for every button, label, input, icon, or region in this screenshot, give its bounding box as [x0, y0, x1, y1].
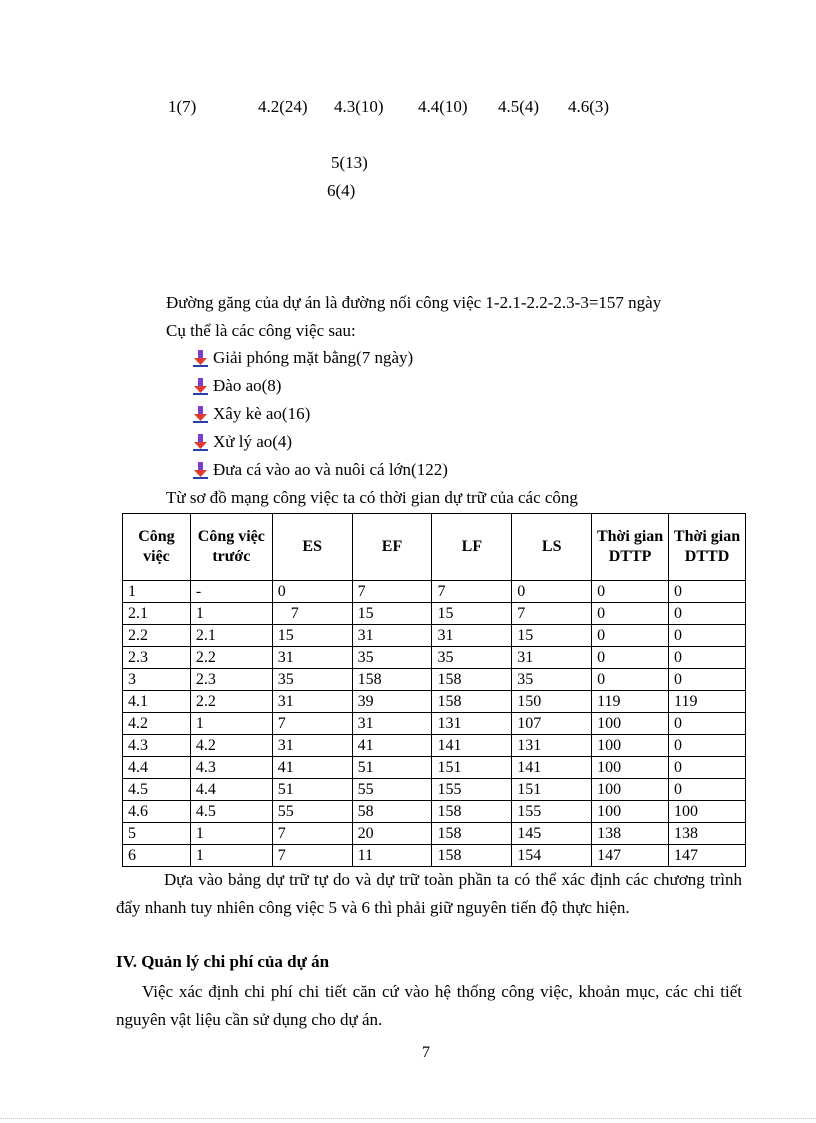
- table-cell: 55: [352, 779, 432, 801]
- network-node-4-6: 4.6(3): [568, 97, 610, 116]
- table-cell: 4.3: [123, 735, 191, 757]
- table-cell: 7: [432, 581, 512, 603]
- table-row: [123, 713, 746, 735]
- critical-task-label: Giải phóng mặt bằng(7 ngày): [213, 348, 414, 367]
- table-cell: 138: [669, 823, 746, 845]
- table-cell: 155: [432, 779, 512, 801]
- table-row: [123, 779, 746, 801]
- table-cell: 131: [432, 713, 512, 735]
- table-cell: 131: [512, 735, 592, 757]
- arrow-down-bullet-icon: [192, 434, 209, 451]
- table-cell: 20: [352, 823, 432, 845]
- table-cell: 31: [272, 735, 352, 757]
- table-cell: 5: [123, 823, 191, 845]
- table-cell: 151: [432, 757, 512, 779]
- table-cell: 2.2: [123, 625, 191, 647]
- table-row: [123, 845, 746, 867]
- table-cell: 154: [512, 845, 592, 867]
- table-cell: 31: [512, 647, 592, 669]
- col-header: Thời gian DTTD: [669, 514, 746, 581]
- col-header: EF: [352, 514, 432, 581]
- table-row: [123, 581, 746, 603]
- page-number: 7: [422, 1044, 430, 1061]
- table-cell: 0: [669, 779, 746, 801]
- table-cell: 51: [352, 757, 432, 779]
- arrow-down-bullet-icon: [192, 378, 209, 395]
- col-header: Công việc: [123, 514, 191, 581]
- table-cell: 0: [512, 581, 592, 603]
- table-cell: 35: [432, 647, 512, 669]
- schedule-table: [122, 513, 746, 867]
- table-cell: 31: [272, 647, 352, 669]
- table-cell: 4.5: [123, 779, 191, 801]
- table-row: [123, 823, 746, 845]
- table-cell: 141: [432, 735, 512, 757]
- network-node-4-2: 4.2(24): [258, 97, 308, 116]
- network-node-4-5: 4.5(4): [498, 97, 540, 116]
- critical-task-label: Xây kè ao(16): [213, 404, 311, 423]
- table-cell: 31: [432, 625, 512, 647]
- table-cell: 158: [432, 845, 512, 867]
- table-cell: 58: [352, 801, 432, 823]
- table-cell: 15: [352, 603, 432, 625]
- table-cell: 158: [432, 691, 512, 713]
- table-cell: 158: [432, 823, 512, 845]
- critical-path-text: Đường găng của dự án là đường nối công việc 1-2.1-2.2-2.3-3=157 ngày: [166, 293, 662, 312]
- critical-task-label: Xử lý ao(4): [213, 432, 293, 451]
- table-cell: 3: [123, 669, 191, 691]
- tasks-intro: Cụ thể là các công việc sau:: [166, 321, 356, 340]
- table-cell: 0: [669, 625, 746, 647]
- table-cell: 31: [352, 713, 432, 735]
- table-cell: 0: [592, 603, 669, 625]
- table-cell: 51: [272, 779, 352, 801]
- arrow-down-bullet-icon: [192, 406, 209, 423]
- table-cell: 145: [512, 823, 592, 845]
- table-cell: 41: [272, 757, 352, 779]
- table-cell: 55: [272, 801, 352, 823]
- list-item: [192, 348, 413, 368]
- table-cell: 7: [272, 603, 352, 625]
- col-header: LF: [432, 514, 512, 581]
- table-cell: 0: [669, 757, 746, 779]
- table-cell: 0: [592, 647, 669, 669]
- table-cell: 158: [432, 801, 512, 823]
- table-cell: 138: [592, 823, 669, 845]
- list-item: [192, 376, 281, 396]
- section-paragraph: Việc xác định chi phí chi tiết căn cứ vào hệ thống công việc, khoản mục, các chi tiết nguyên vật liệu cần sử dụng cho dự án.: [116, 982, 742, 1029]
- network-node-6: 6(4): [327, 181, 356, 200]
- table-cell: 155: [512, 801, 592, 823]
- table-cell: 1: [190, 823, 272, 845]
- table-cell: 100: [592, 757, 669, 779]
- table-cell: -: [190, 581, 272, 603]
- col-header: LS: [512, 514, 592, 581]
- table-cell: 100: [592, 713, 669, 735]
- critical-task-label: Đưa cá vào ao và nuôi cá lớn(122): [213, 460, 448, 479]
- paragraph-after-table: Dựa vào bảng dự trữ tự do và dự trữ toàn phần ta có thể xác định các chương trình đẩy nhanh tuy nhiên công việc 5 và 6 thì phải giữ nguyên tiến độ thực hiện.: [116, 870, 742, 917]
- table-intro: Từ sơ đồ mạng công việc ta có thời gian dự trữ của các công: [166, 488, 578, 507]
- table-cell: 100: [592, 779, 669, 801]
- table-cell: 15: [512, 625, 592, 647]
- table-cell: 1: [190, 713, 272, 735]
- table-cell: 119: [592, 691, 669, 713]
- list-item: [192, 460, 448, 480]
- network-node-4-4: 4.4(10): [418, 97, 468, 116]
- table-row: [123, 647, 746, 669]
- network-node-1: 1(7): [168, 97, 197, 116]
- table-cell: 31: [352, 625, 432, 647]
- network-node-4-3: 4.3(10): [334, 97, 384, 116]
- table-cell: 4.4: [190, 779, 272, 801]
- table-cell: 4.6: [123, 801, 191, 823]
- table-cell: 11: [352, 845, 432, 867]
- table-cell: 1: [190, 845, 272, 867]
- table-cell: 158: [352, 669, 432, 691]
- table-cell: 7: [272, 845, 352, 867]
- table-cell: 100: [592, 735, 669, 757]
- table-cell: 4.5: [190, 801, 272, 823]
- table-cell: 2.2: [190, 647, 272, 669]
- list-item: [192, 432, 292, 452]
- table-cell: 100: [669, 801, 746, 823]
- table-row: [123, 757, 746, 779]
- table-cell: 0: [669, 735, 746, 757]
- table-row: [123, 669, 746, 691]
- table-row: [123, 735, 746, 757]
- col-header: ES: [272, 514, 352, 581]
- table-cell: 150: [512, 691, 592, 713]
- table-cell: 2.1: [123, 603, 191, 625]
- table-cell: 158: [432, 669, 512, 691]
- arrow-down-bullet-icon: [192, 350, 209, 367]
- table-cell: 0: [669, 581, 746, 603]
- table-cell: 35: [272, 669, 352, 691]
- table-cell: 7: [272, 823, 352, 845]
- table-cell: 15: [272, 625, 352, 647]
- table-cell: 35: [352, 647, 432, 669]
- table-cell: 1: [190, 603, 272, 625]
- table-cell: 2.1: [190, 625, 272, 647]
- col-header: Công việc trước: [190, 514, 272, 581]
- network-node-5: 5(13): [331, 153, 368, 172]
- table-cell: 2.3: [190, 669, 272, 691]
- table-cell: 7: [512, 603, 592, 625]
- table-row: [123, 625, 746, 647]
- section-heading: IV. Quản lý chi phí của dự án: [116, 952, 330, 971]
- table-cell: 2.3: [123, 647, 191, 669]
- arrow-down-bullet-icon: [192, 462, 209, 479]
- table-row: [123, 691, 746, 713]
- table-row: [123, 801, 746, 823]
- table-cell: 107: [512, 713, 592, 735]
- table-row: [123, 603, 746, 625]
- table-cell: 0: [592, 669, 669, 691]
- col-header: Thời gian DTTP: [592, 514, 669, 581]
- table-cell: 0: [592, 625, 669, 647]
- table-cell: 41: [352, 735, 432, 757]
- table-cell: 35: [512, 669, 592, 691]
- table-cell: 4.2: [123, 713, 191, 735]
- table-cell: 4.3: [190, 757, 272, 779]
- table-cell: 39: [352, 691, 432, 713]
- table-cell: 7: [272, 713, 352, 735]
- table-cell: 147: [592, 845, 669, 867]
- table-header-row: [123, 514, 746, 581]
- table-cell: 0: [669, 647, 746, 669]
- table-cell: 151: [512, 779, 592, 801]
- critical-task-label: Đào ao(8): [213, 376, 282, 395]
- table-cell: 0: [669, 603, 746, 625]
- table-cell: 4.4: [123, 757, 191, 779]
- page-bottom-divider: [0, 1118, 816, 1119]
- table-cell: 0: [272, 581, 352, 603]
- table-cell: 119: [669, 691, 746, 713]
- table-cell: 0: [669, 669, 746, 691]
- table-cell: 6: [123, 845, 191, 867]
- table-cell: 7: [352, 581, 432, 603]
- list-item: [192, 404, 310, 424]
- table-cell: 100: [592, 801, 669, 823]
- table-cell: 4.2: [190, 735, 272, 757]
- table-cell: 0: [669, 713, 746, 735]
- table-cell: 141: [512, 757, 592, 779]
- table-cell: 1: [123, 581, 191, 603]
- table-cell: 15: [432, 603, 512, 625]
- table-cell: 0: [592, 581, 669, 603]
- table-cell: 4.1: [123, 691, 191, 713]
- table-cell: 31: [272, 691, 352, 713]
- table-cell: 147: [669, 845, 746, 867]
- table-cell: 2.2: [190, 691, 272, 713]
